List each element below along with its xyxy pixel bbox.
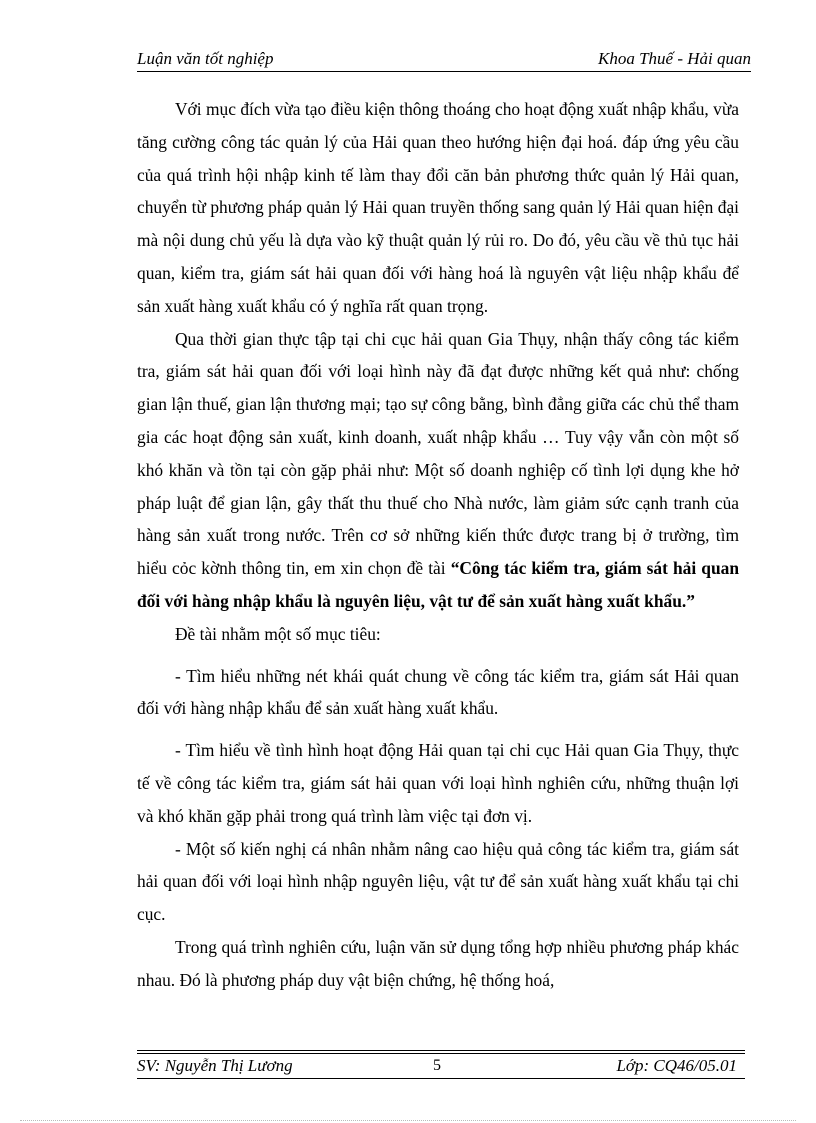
footer-rule-bottom [137, 1078, 745, 1079]
footer-class: Lớp: CQ46/05.01 [616, 1056, 737, 1075]
objective-item-3: - Một số kiến nghị cá nhân nhằm nâng cao hiệu quả công tác kiểm tra, giám sát hải quan đối với loại hình nhập nguyên liệu, vật tư để sản xuất hàng xuất khẩu tại chi cục. [137, 838, 739, 925]
paragraph-objectives-intro: Đề tài nhằm một số mục tiêu: [175, 623, 381, 644]
paragraph-internship [137, 323, 739, 618]
paragraph-methods: Trong quá trình nghiên cứu, luận văn sử dụng tổng hợp nhiều phương pháp khác nhau. Đó là phương pháp duy vật biện chứng, hệ thống hoá, [137, 936, 739, 990]
objective-item-1: - Tìm hiểu những nét khái quát chung về công tác kiểm tra, giám sát Hải quan đối với hàng nhập khẩu để sản xuất hàng xuất khẩu. [137, 665, 739, 719]
page-edge-divider [20, 1120, 796, 1121]
page-footer [137, 1055, 737, 1077]
paragraph-internship-text: Qua thời gian thực tập tại chi cục hải quan Gia Thụy, nhận thấy công tác kiểm tra, giám sát hải quan đối với loại hình này đã đạt được những kết quả như: chống gian lận thuế, gian lận thương mại; tạo sự công bằng, bình đẳng giữa các chủ thể tham gia các hoạt động sản xuất, kinh doanh, xuất nhập khẩu … Tuy vậy vẫn còn một số khó khăn và tồn tại còn gặp phải như: Một số doanh nghiệp cố tình lợi dụng khe hở pháp luật để gian lận, gây thất thu thuế cho Nhà nước, làm giảm sức cạnh tranh của hàng sản xuất trong nước. Trên cơ sở những kiến thức được trang bị ở trường, tìm hiểu cỏc kờnh thông tin, em xin chọn đề tài [137, 328, 739, 579]
page-number: 5 [433, 1057, 441, 1074]
footer-rule-top [137, 1050, 745, 1051]
header-thesis-title: Luận văn tốt nghiệp [137, 49, 274, 68]
thesis-topic-title: “Công tác kiểm tra, giám sát hải quan đối với hàng nhập khẩu là nguyên liệu, vật tư để sản xuất hàng xuất khẩu.” [137, 558, 739, 611]
objective-item-2: - Tìm hiểu về tình hình hoạt động Hải quan tại chi cục Hải quan Gia Thụy, thực tế về công tác kiểm tra, giám sát hải quan với loại hình nghiên cứu, những thuận lợi và khó khăn gặp phải trong quá trình làm việc tại đơn vị. [137, 740, 739, 826]
page-header [137, 48, 751, 70]
page-body [137, 93, 739, 997]
paragraph-purpose: Với mục đích vừa tạo điều kiện thông thoáng cho hoạt động xuất nhập khẩu, vừa tăng cường công tác quản lý của Hải quan theo hướng hiện đại hoá. đáp ứng yêu cầu của quá trình hội nhập kinh tế làm thay đổi căn bản phương thức quản lý Hải quan, chuyển từ phương pháp quản lý Hải quan truyền thống sang quản lý Hải quan hiện đại mà nội dung chủ yếu là dựa vào kỹ thuật quản lý rủi ro. Do đó, yêu cầu về thủ tục hải quan, kiểm tra, giám sát hải quan đối với hàng hoá là nguyên vật liệu nhập khẩu để sản xuất hàng xuất khẩu có ý nghĩa rất quan trọng. [137, 99, 739, 316]
footer-student-name: SV: Nguyễn Thị Lương [137, 1056, 293, 1075]
footer-rule-top-thin [137, 1053, 745, 1054]
header-rule [137, 71, 751, 72]
header-faculty: Khoa Thuế - Hải quan [598, 49, 751, 68]
